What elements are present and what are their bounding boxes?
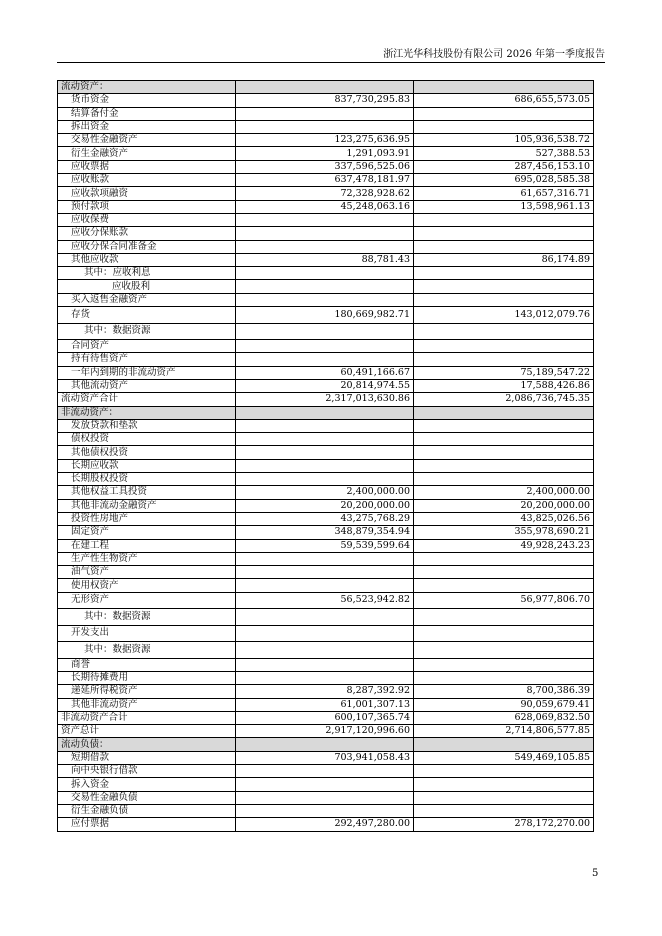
- prior-period-value: [414, 459, 594, 472]
- table-row: [58, 671, 594, 684]
- table-row: [58, 609, 594, 626]
- row-label: 应收款项融资: [58, 187, 236, 200]
- table-row: [58, 658, 594, 671]
- prior-period-value: [414, 280, 594, 293]
- table-row: [58, 433, 594, 446]
- row-label: 其他流动资产: [58, 379, 236, 392]
- prior-period-value: 86,174.89: [414, 253, 594, 266]
- prior-period-value: [414, 353, 594, 366]
- prior-period-value: [414, 120, 594, 133]
- prior-period-value: [414, 473, 594, 486]
- row-label: 其中：数据资源: [58, 609, 236, 626]
- row-label: 一年内到期的非流动资产: [58, 366, 236, 379]
- current-period-value: [236, 227, 414, 240]
- prior-period-value: 549,469,105.85: [414, 751, 594, 764]
- row-label: 流动负债：: [58, 738, 236, 751]
- row-label: 应付票据: [58, 818, 236, 831]
- table-row: [58, 642, 594, 659]
- row-label: 买入返售金融资产: [58, 293, 236, 306]
- row-label: 长期股权投资: [58, 473, 236, 486]
- prior-period-value: 695,028,585.38: [414, 174, 594, 187]
- current-period-value: [236, 433, 414, 446]
- row-label: 预付款项: [58, 200, 236, 213]
- page-number: 5: [592, 868, 599, 879]
- current-period-value: [236, 446, 414, 459]
- row-label: 非流动资产合计: [58, 711, 236, 724]
- row-label: 在建工程: [58, 539, 236, 552]
- current-period-value: [236, 240, 414, 253]
- row-label: 递延所得税资产: [58, 685, 236, 698]
- prior-period-value: [414, 778, 594, 791]
- prior-period-value: 527,388.53: [414, 147, 594, 160]
- prior-period-value: 2,086,736,745.35: [414, 393, 594, 406]
- current-period-value: [236, 804, 414, 817]
- current-period-value: 637,478,181.97: [236, 174, 414, 187]
- prior-period-value: [414, 267, 594, 280]
- table-row: [58, 366, 594, 379]
- current-period-value: 180,669,982.71: [236, 307, 414, 324]
- row-label: 其他非流动资产: [58, 698, 236, 711]
- prior-period-value: [414, 446, 594, 459]
- row-label: 应收票据: [58, 160, 236, 173]
- row-label: 生产性生物资产: [58, 552, 236, 565]
- row-label: 其中：数据资源: [58, 323, 236, 340]
- prior-period-value: 143,012,079.76: [414, 307, 594, 324]
- table-row: [58, 160, 594, 173]
- table-row: [58, 379, 594, 392]
- row-label: 应收分保合同准备金: [58, 240, 236, 253]
- prior-period-value: [414, 240, 594, 253]
- row-label: 投资性房地产: [58, 512, 236, 525]
- current-period-value: 2,917,120,996.60: [236, 725, 414, 738]
- prior-period-value: 20,200,000.00: [414, 499, 594, 512]
- current-period-value: 837,730,295.83: [236, 94, 414, 107]
- table-row: [58, 539, 594, 552]
- row-label: 长期待摊费用: [58, 671, 236, 684]
- current-period-value: [236, 340, 414, 353]
- table-row: [58, 512, 594, 525]
- row-label: 商誉: [58, 658, 236, 671]
- table-row: [58, 473, 594, 486]
- prior-period-value: [414, 791, 594, 804]
- table-row: [58, 419, 594, 432]
- prior-period-value: [414, 671, 594, 684]
- table-row: [58, 107, 594, 120]
- table-row: [58, 406, 594, 419]
- row-label: 应收保费: [58, 213, 236, 226]
- current-period-value: [236, 778, 414, 791]
- table-row: [58, 804, 594, 817]
- row-label: 流动资产：: [58, 81, 236, 94]
- prior-period-value: 56,977,806.70: [414, 592, 594, 609]
- current-period-value: [236, 81, 414, 94]
- current-period-value: [236, 671, 414, 684]
- row-label: 其他债权投资: [58, 446, 236, 459]
- prior-period-value: 49,928,243.23: [414, 539, 594, 552]
- current-period-value: 60,491,166.67: [236, 366, 414, 379]
- row-label: 应收分保账款: [58, 227, 236, 240]
- row-label: 油气资产: [58, 566, 236, 579]
- prior-period-value: 13,598,961.13: [414, 200, 594, 213]
- row-label: 资产总计: [58, 725, 236, 738]
- prior-period-value: [414, 419, 594, 432]
- current-period-value: 61,001,307.13: [236, 698, 414, 711]
- row-label: 债权投资: [58, 433, 236, 446]
- current-period-value: 20,814,974.55: [236, 379, 414, 392]
- row-label: 无形资产: [58, 592, 236, 609]
- table-row: [58, 459, 594, 472]
- table-row: [58, 711, 594, 724]
- current-period-value: [236, 459, 414, 472]
- prior-period-value: 17,588,426.86: [414, 379, 594, 392]
- row-label: 发放贷款和垫款: [58, 419, 236, 432]
- prior-period-value: [414, 107, 594, 120]
- table-row: [58, 566, 594, 579]
- table-row: [58, 738, 594, 751]
- current-period-value: 600,107,365.74: [236, 711, 414, 724]
- prior-period-value: [414, 552, 594, 565]
- current-period-value: 45,248,063.16: [236, 200, 414, 213]
- current-period-value: 1,291,093.91: [236, 147, 414, 160]
- current-period-value: [236, 353, 414, 366]
- current-period-value: [236, 280, 414, 293]
- current-period-value: 56,523,942.82: [236, 592, 414, 609]
- prior-period-value: [414, 406, 594, 419]
- table-row: [58, 625, 594, 642]
- current-period-value: [236, 120, 414, 133]
- table-row: [58, 240, 594, 253]
- page-header: 浙江光华科技股份有限公司 2026 年第一季度报告: [383, 49, 605, 60]
- prior-period-value: [414, 433, 594, 446]
- row-label: 非流动资产：: [58, 406, 236, 419]
- current-period-value: 88,781.43: [236, 253, 414, 266]
- current-period-value: [236, 658, 414, 671]
- current-period-value: 2,400,000.00: [236, 486, 414, 499]
- prior-period-value: [414, 293, 594, 306]
- current-period-value: 43,275,768.29: [236, 512, 414, 525]
- row-label: 长期应收款: [58, 459, 236, 472]
- prior-period-value: 8,700,386.39: [414, 685, 594, 698]
- table-row: [58, 818, 594, 831]
- prior-period-value: 278,172,270.00: [414, 818, 594, 831]
- prior-period-value: [414, 625, 594, 642]
- row-label: 使用权资产: [58, 579, 236, 592]
- row-label: 结算备付金: [58, 107, 236, 120]
- current-period-value: 123,275,636.95: [236, 134, 414, 147]
- row-label: 交易性金融资产: [58, 134, 236, 147]
- current-period-value: 59,539,599.64: [236, 539, 414, 552]
- prior-period-value: [414, 738, 594, 751]
- table-row: [58, 552, 594, 565]
- table-row: [58, 134, 594, 147]
- table-row: [58, 200, 594, 213]
- row-label: 拆出资金: [58, 120, 236, 133]
- table-row: [58, 213, 594, 226]
- row-label: 衍生金融资产: [58, 147, 236, 160]
- table-row: [58, 685, 594, 698]
- table-row: [58, 147, 594, 160]
- row-label: 应收账款: [58, 174, 236, 187]
- table-row: [58, 526, 594, 539]
- row-label: 交易性金融负债: [58, 791, 236, 804]
- table-row: [58, 307, 594, 324]
- current-period-value: 703,941,058.43: [236, 751, 414, 764]
- prior-period-value: 2,714,806,577.85: [414, 725, 594, 738]
- table-row: [58, 393, 594, 406]
- table-row: [58, 765, 594, 778]
- current-period-value: 337,596,525.06: [236, 160, 414, 173]
- prior-period-value: [414, 227, 594, 240]
- current-period-value: [236, 323, 414, 340]
- prior-period-value: [414, 658, 594, 671]
- table-row: [58, 120, 594, 133]
- table-row: [58, 340, 594, 353]
- row-label: 短期借款: [58, 751, 236, 764]
- prior-period-value: [414, 642, 594, 659]
- row-label: 存货: [58, 307, 236, 324]
- current-period-value: [236, 791, 414, 804]
- prior-period-value: [414, 804, 594, 817]
- row-label: 应收股利: [58, 280, 236, 293]
- row-label: 流动资产合计: [58, 393, 236, 406]
- table-row: [58, 280, 594, 293]
- row-label: 合同资产: [58, 340, 236, 353]
- table-row: [58, 791, 594, 804]
- table-row: [58, 353, 594, 366]
- prior-period-value: [414, 323, 594, 340]
- current-period-value: [236, 579, 414, 592]
- current-period-value: [236, 293, 414, 306]
- current-period-value: [236, 267, 414, 280]
- table-row: [58, 592, 594, 609]
- table-row: [58, 94, 594, 107]
- prior-period-value: 287,456,153.10: [414, 160, 594, 173]
- current-period-value: [236, 566, 414, 579]
- table-row: [58, 778, 594, 791]
- current-period-value: [236, 765, 414, 778]
- row-label: 其中：数据资源: [58, 642, 236, 659]
- current-period-value: 20,200,000.00: [236, 499, 414, 512]
- current-period-value: [236, 625, 414, 642]
- balance-sheet-table: [57, 80, 594, 832]
- table-row: [58, 187, 594, 200]
- prior-period-value: 43,825,026.56: [414, 512, 594, 525]
- table-row: [58, 698, 594, 711]
- prior-period-value: [414, 81, 594, 94]
- table-row: [58, 81, 594, 94]
- table-row: [58, 486, 594, 499]
- prior-period-value: 355,978,690.21: [414, 526, 594, 539]
- current-period-value: [236, 609, 414, 626]
- balance-sheet-body: [58, 81, 594, 832]
- prior-period-value: [414, 579, 594, 592]
- current-period-value: 348,879,354.94: [236, 526, 414, 539]
- current-period-value: 72,328,928.62: [236, 187, 414, 200]
- prior-period-value: [414, 765, 594, 778]
- current-period-value: 2,317,013,630.86: [236, 393, 414, 406]
- table-row: [58, 579, 594, 592]
- prior-period-value: 105,936,538.72: [414, 134, 594, 147]
- table-row: [58, 267, 594, 280]
- row-label: 货币资金: [58, 94, 236, 107]
- table-row: [58, 446, 594, 459]
- table-row: [58, 293, 594, 306]
- current-period-value: 292,497,280.00: [236, 818, 414, 831]
- prior-period-value: 686,655,573.05: [414, 94, 594, 107]
- row-label: 其他应收款: [58, 253, 236, 266]
- current-period-value: 8,287,392.92: [236, 685, 414, 698]
- table-row: [58, 174, 594, 187]
- prior-period-value: [414, 609, 594, 626]
- row-label: 固定资产: [58, 526, 236, 539]
- row-label: 持有待售资产: [58, 353, 236, 366]
- prior-period-value: 75,189,547.22: [414, 366, 594, 379]
- row-label: 其他非流动金融资产: [58, 499, 236, 512]
- current-period-value: [236, 419, 414, 432]
- row-label: 拆入资金: [58, 778, 236, 791]
- current-period-value: [236, 107, 414, 120]
- table-row: [58, 323, 594, 340]
- prior-period-value: 61,657,316.71: [414, 187, 594, 200]
- row-label: 向中央银行借款: [58, 765, 236, 778]
- row-label: 其中：应收利息: [58, 267, 236, 280]
- current-period-value: [236, 473, 414, 486]
- current-period-value: [236, 406, 414, 419]
- current-period-value: [236, 738, 414, 751]
- current-period-value: [236, 552, 414, 565]
- table-row: [58, 725, 594, 738]
- table-row: [58, 499, 594, 512]
- prior-period-value: [414, 340, 594, 353]
- prior-period-value: [414, 566, 594, 579]
- prior-period-value: 90,059,679.41: [414, 698, 594, 711]
- header-rule: [57, 62, 605, 63]
- current-period-value: [236, 642, 414, 659]
- table-row: [58, 227, 594, 240]
- row-label: 其他权益工具投资: [58, 486, 236, 499]
- row-label: 开发支出: [58, 625, 236, 642]
- table-row: [58, 751, 594, 764]
- row-label: 衍生金融负债: [58, 804, 236, 817]
- prior-period-value: [414, 213, 594, 226]
- prior-period-value: 2,400,000.00: [414, 486, 594, 499]
- current-period-value: [236, 213, 414, 226]
- prior-period-value: 628,069,832.50: [414, 711, 594, 724]
- table-row: [58, 253, 594, 266]
